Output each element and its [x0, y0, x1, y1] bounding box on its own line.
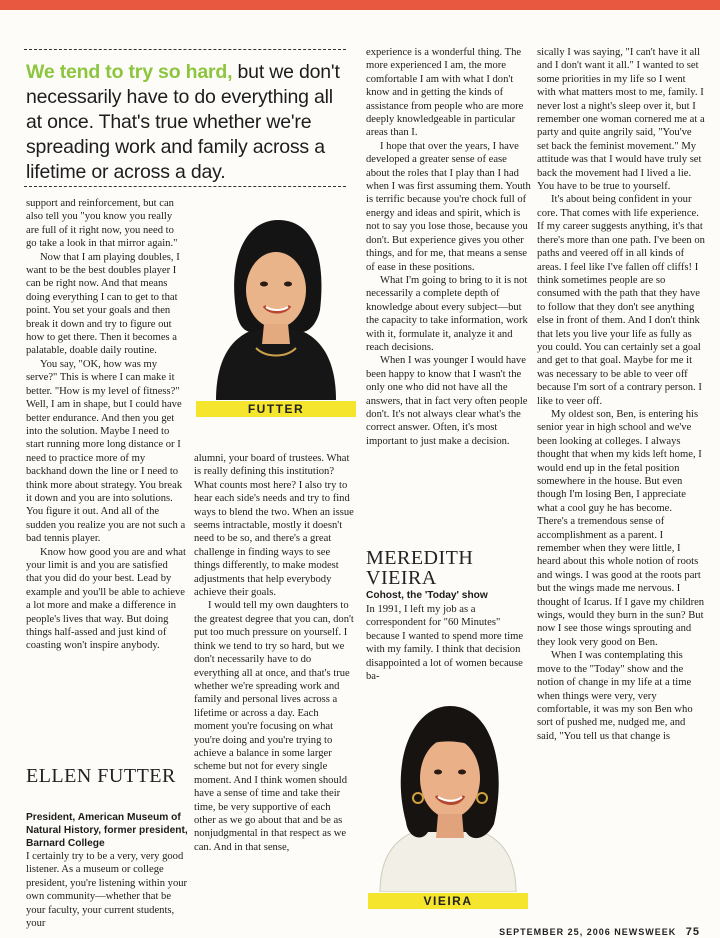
paragraph: When I was contemplating this move to the "Today" show and the notion of change in my life at a time when things were very, very comfortable, it was my son Ben who sort of pushed me, nudged me, and said, "You tell us that change is	[537, 650, 693, 742]
paragraph: What I'm going to bring to it is not necessarily a complete depth of knowledge about every subject—but the capacity to take information, work with it, formulate it, analyze it and reach decisions.	[366, 274, 528, 353]
pull-quote-bottom-rule	[24, 186, 346, 187]
article-column-2	[194, 452, 354, 854]
paragraph: In 1991, I left my job as a correspondent for "60 Minutes" because I wanted to spend more time with my family. I think that decision disappointed a lot of women because ba-	[366, 604, 524, 683]
paragraph: Know how good you are and what your limit is and you are satisfied that you did do your best. Lead by example and you'll be able to achieve a lot more and make a difference in people's lives that way. But doing things half-assed and just kind of coasting won't inspire anybody.	[26, 546, 186, 652]
paragraph: You say, "OK, how was my serve?" This is where I can make it better. "How is my level of fitness?" Well, I am in shape, but I could have better endurance. And then you get into the solution. Maybe I need to start running more long distance or I need to practice more of my backhand down the line or I need to think more about strategy. You break it down and you are into solutions. You figure it out. And all of the sudden you realize you are not such a bad tennis player.	[26, 358, 186, 545]
futter-title: President, American Museum of Natural History, former president, Barnard College	[26, 812, 188, 849]
paragraph: sically I was saying, "I can't have it all and I don't want it all." I wanted to set some priorities in my life so I went with what matters most to me, family. I never lost a night's sleep over it, but I remember one woman cornered me at a party and quite angrily said, "You've set back the feminist movement." My attitude was that I would have truly set back the movement had I lived a lie. You have to be true to yourself.	[537, 47, 705, 193]
pull-quote-lead: We tend to try so hard,	[26, 61, 233, 83]
footer-magazine: NEWSWEEK	[614, 927, 677, 937]
vieira-intro	[366, 603, 531, 683]
vieira-portrait	[368, 692, 528, 892]
paragraph: I certainly try to be a very, very good listener. As a museum or college president, you're listening within your own community—whether that be your faculty, your current students, your	[26, 851, 188, 930]
pull-quote-top-rule	[24, 49, 346, 50]
top-accent-bar	[0, 0, 720, 10]
paragraph: Now that I am playing doubles, I want to be the best doubles player I can be right now. And that means doing everything I can to get to that point. You set your goals and then break it down and try to figure out how to get there. Then it becomes a palatable, doable daily routine.	[26, 251, 180, 357]
footer-date: SEPTEMBER 25, 2006	[499, 927, 611, 937]
article-column-3	[366, 46, 531, 448]
page-number: 75	[685, 926, 700, 938]
pull-quote-rest: but we don't necessarily have to do everything all at once. That's true whether we're spreading work and family across a lifetime or across a day.	[26, 61, 340, 183]
paragraph: I hope that over the years, I have developed a greater sense of ease about the roles that I play than I had when I was first assuming them. Youth is terrific because you're chock full of energy and ideas and spirit, which is not to say you lose those, because you don't. But experience gives you other things, and for me, that means a sense of ease in these positions.	[366, 140, 531, 273]
paragraph: It's about being confident in your core. That comes with life experience. If my career suggests anything, it's that there's more than one path. I've been on paths and veered off in all kinds of areas. I feel like I've fallen off cliffs! I think sometimes people are so consumed with the path that they have to follow that they don't see anything else in front of them. And I don't think that lets you live your life as fully as you could. You can certainly set a goal and get to that goal. Maybe for me it was necessary to be able to veer off because I'm sort of a contrary person. I like to veer off.	[537, 194, 705, 407]
futter-intro	[26, 850, 188, 930]
vieira-title: Cohost, the 'Today' show	[366, 590, 488, 601]
pull-quote	[26, 60, 346, 185]
vieira-name-heading: MEREDITH VIEIRA	[366, 547, 474, 589]
futter-portrait	[196, 198, 356, 400]
paragraph: alumni, your board of trustees. What is really defining this institution? What counts most here? I also try to hear each side's needs and try to find ways to blend the two. When an issue seems intractable, mostly it doesn't need to be so, and there's a great challenge in finding ways to see things differently, to make modest adjustments that help everybody achieve their goals.	[194, 453, 354, 599]
page-footer	[470, 926, 700, 938]
paragraph: experience is a wonderful thing. The more experienced I am, the more comfortable I am with what I don't know and in getting the kinds of assistance from people who are more deeply knowledgeable in particular areas than I.	[366, 47, 524, 139]
article-column-1	[26, 197, 186, 653]
paragraph: support and reinforcement, but can also tell you "you know you really are full of it right now, you need to go take a look in that mirror again."	[26, 198, 178, 250]
futter-photo-caption: FUTTER	[196, 401, 356, 417]
vieira-photo-caption: VIEIRA	[368, 893, 528, 909]
paragraph: When I was younger I would have been happy to know that I wasn't the only one who did not have all the answers, that in fact very often people don't. It's not always clear what's the correct answer. Often, it's most important to just make a decision.	[366, 355, 528, 447]
paragraph: My oldest son, Ben, is entering his senior year in high school and we've been looking at colleges. I always thought that when my kids left home, I would end up in the fetal position somewhere in the house. But even though I'm losing Ben, I appreciate what a cool guy he has become. There's a tremendous sense of accomplishment as a parent. I remember when they were little, I heard about this whole notion of roots and wings. I was good at the roots part but the wings made me nervous. I thought of Icarus. If I gave my children wings, would they burn in the sun? But now I see those wings sprouting and they look very good on Ben.	[537, 408, 705, 648]
article-column-4	[537, 46, 705, 743]
futter-name-heading: ELLEN FUTTER	[26, 765, 176, 787]
paragraph: I would tell my own daughters to the greatest degree that you can, don't put too much pressure on yourself. I think we tend to try so hard, but we don't necessarily have to do everything all at once, and that's true whether we're spreading work and family and personal lives across a lifetime or across a day. Each moment you're focusing on what you're doing and you're trying to achieve a balance in some larger scheme but not for every single moment. And I think women should have a sense of time and take their time, be very supportive of each other as we go about that and be as nonjudgmental in that respect as we can. And in that sense,	[194, 600, 354, 853]
